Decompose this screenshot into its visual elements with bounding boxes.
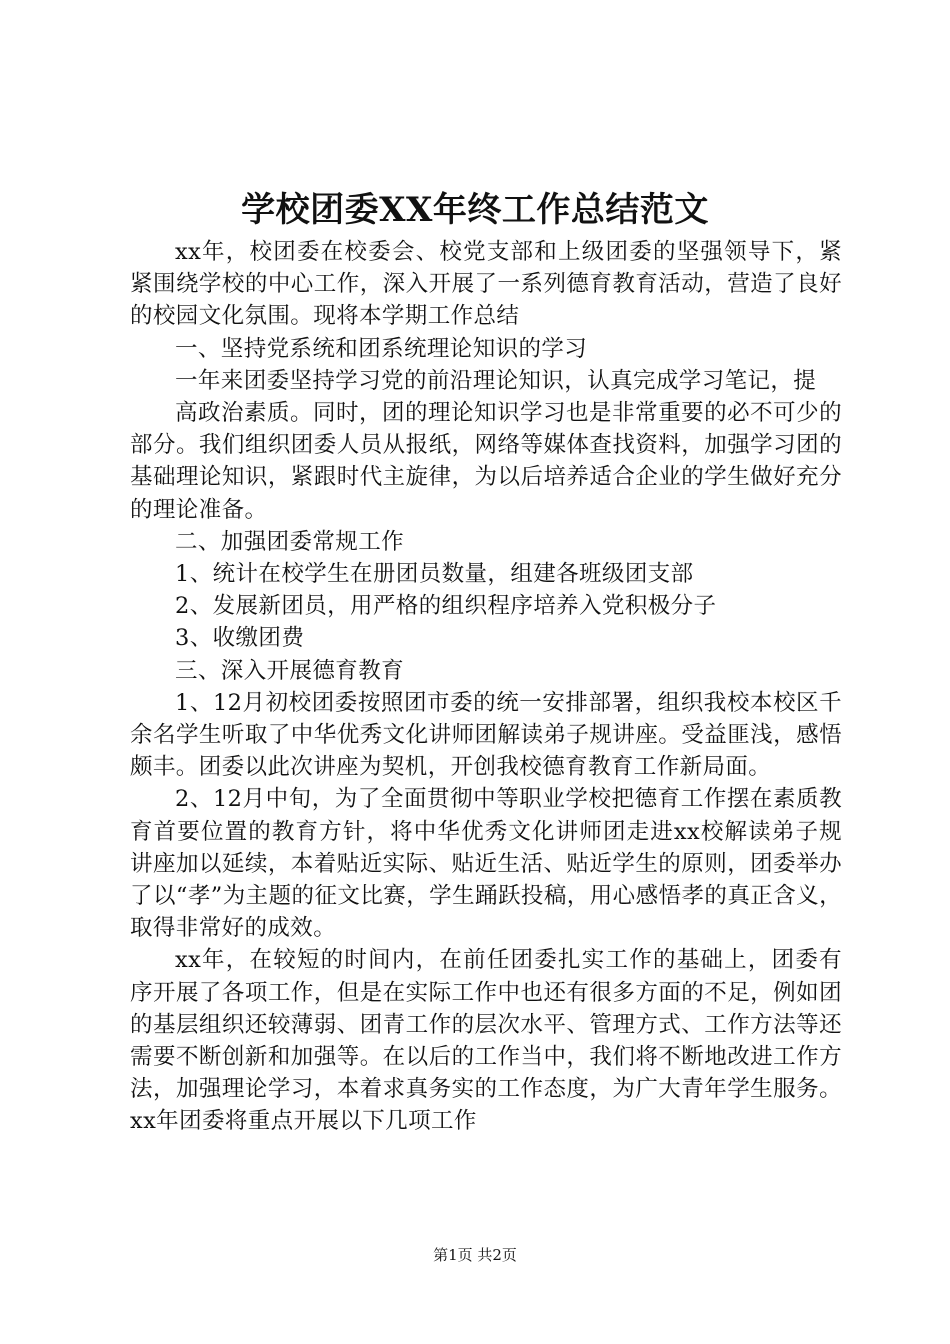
list-item: 2、发展新团员，用严格的组织程序培养入党积极分子 xyxy=(175,593,717,620)
section-heading-2: 二、加强团委常规工作 xyxy=(175,528,405,555)
paragraph: 1、12月初校团委按照团市委的统一安排部署，组织我校本校区千余名学生听取了中华优秀文化讲师团解读弟子规讲座。受益匪浅，感悟颇丰。团委以此次讲座为契机，开创我校德育教育工作新局面。 xyxy=(130,689,842,781)
paragraph: 2、12月中旬，为了全面贯彻中等职业学校把德育工作摆在素质教育首要位置的教育方针，将中华优秀文化讲师团走进xx校解读弟子规讲座加以延续，本着贴近实际、贴近生活、贴近学生的原则，团委举办了以“孝”为主题的征文比赛，学生踊跃投稿，用心感悟孝的真正含义，取得非常好的成效。 xyxy=(130,786,842,942)
document-body xyxy=(130,236,842,1138)
list-item: 1、统计在校学生在册团员数量，组建各班级团支部 xyxy=(175,561,694,588)
paragraph: xx年，在较短的时间内，在前任团委扎实工作的基础上，团委有序开展了各项工作，但是在实际工作中也还有很多方面的不足，例如团的基层组织还较薄弱、团青工作的层次水平、管理方式、工作方法等还需要不断创新和加强等。在以后的工作当中，我们将不断地改进工作方法，加强理论学习，本着求真务实的工作态度，为广大青年学生服务。xx年团委将重点开展以下几项工作 xyxy=(130,947,842,1135)
paragraph: 高政治素质。同时，团的理论知识学习也是非常重要的必不可少的部分。我们组织团委人员从报纸，网络等媒体查找资料，加强学习团的基础理论知识，紧跟时代主旋律，为以后培养适合企业的学生做好充分的理论准备。 xyxy=(130,400,842,523)
paragraph-intro: xx年，校团委在校委会、校党支部和上级团委的坚强领导下，紧紧围绕学校的中心工作，深入开展了一系列德育教育活动，营造了良好的校园文化氛围。现将本学期工作总结 xyxy=(130,239,842,330)
list-item: 3、收缴团费 xyxy=(175,625,305,652)
section-heading-1: 一、坚持党系统和团系统理论知识的学习 xyxy=(175,335,588,362)
page-footer: 第1页 共2页 xyxy=(433,1246,517,1264)
document-title: 学校团委XX年终工作总结范文 xyxy=(241,190,709,230)
paragraph: 一年来团委坚持学习党的前沿理论知识，认真完成学习笔记，提 xyxy=(175,367,817,394)
section-heading-3: 三、深入开展德育教育 xyxy=(175,657,405,684)
